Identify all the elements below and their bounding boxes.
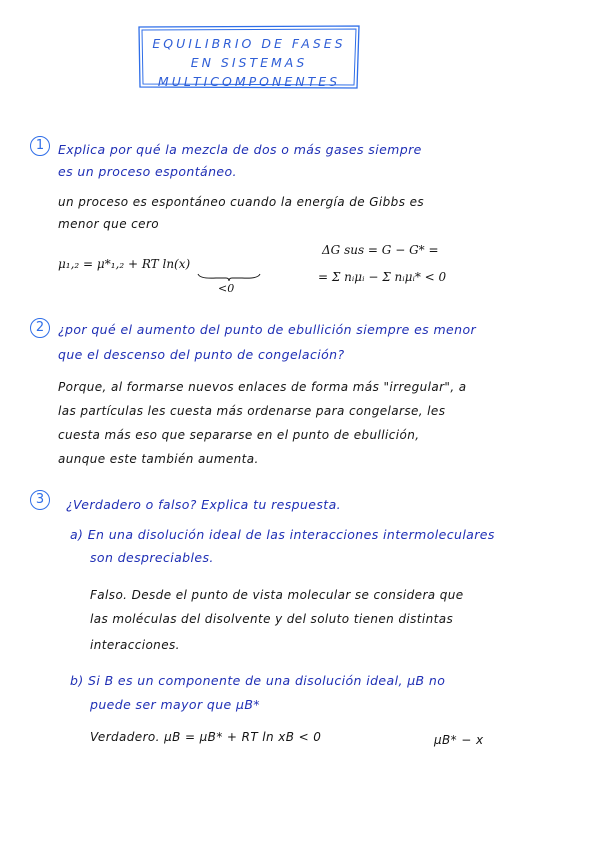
q3a-question-line-1: a) En una disolución ideal de las interacciones intermoleculares — [70, 527, 495, 542]
q2-question-line-2: que el descenso del punto de congelación? — [58, 347, 345, 362]
title-box — [136, 24, 362, 90]
question-number-1: 1 — [30, 136, 50, 156]
q2-question-line-1: ¿por qué el aumento del punto de ebullición siempre es menor — [58, 322, 477, 337]
q3b-question-line-1: b) Si B es un componente de una disolución ideal, μB no — [70, 673, 446, 688]
q1-underbrace — [196, 272, 262, 282]
q3b-answer-extra: μB* − x — [434, 733, 484, 747]
q3a-question-line-2: son despreciables. — [90, 550, 214, 565]
title-text — [136, 34, 362, 91]
title-line-3: MULTICOMPONENTES — [157, 74, 341, 89]
title-line-2: EN SISTEMAS — [190, 55, 308, 70]
q1-formula-right-1: ΔG sus = G − G* = — [322, 243, 439, 257]
q2-answer-line-1: Porque, al formarse nuevos enlaces de forma más "irregular", a — [58, 380, 467, 394]
q1-formula-left-under: <0 — [218, 282, 235, 295]
q3a-answer-line-1: Falso. Desde el punto de vista molecular se considera que — [90, 588, 464, 602]
q1-answer-line-2: menor que cero — [58, 217, 160, 231]
q3a-answer-line-2: las moléculas del disolvente y del soluto tienen distintas — [90, 612, 454, 626]
q3b-answer: Verdadero. μB = μB* + RT ln xB < 0 — [90, 730, 322, 744]
q3a-answer-line-3: interacciones. — [90, 638, 180, 652]
title-line-1: EQUILIBRIO DE FASES — [152, 36, 346, 51]
q2-answer-line-3: cuesta más eso que separarse en el punto de ebullición, — [58, 428, 420, 442]
q2-answer-line-4: aunque este también aumenta. — [58, 452, 259, 466]
question-number-2: 2 — [30, 318, 50, 338]
q1-question-line-2: es un proceso espontáneo. — [58, 164, 237, 179]
q3-question: ¿Verdadero o falso? Explica tu respuesta. — [66, 497, 341, 512]
q2-answer-line-2: las partículas les cuesta más ordenarse para congelarse, les — [58, 404, 446, 418]
question-number-3: 3 — [30, 490, 50, 510]
q1-formula-left: μ₁,₂ = μ*₁,₂ + RT ln(x) — [58, 257, 191, 271]
q1-answer-line-1: un proceso es espontáneo cuando la energía de Gibbs es — [58, 195, 425, 209]
q3b-question-line-2: puede ser mayor que μB* — [90, 697, 260, 712]
q1-formula-right-2: = Σ nᵢμᵢ − Σ nᵢμᵢ* < 0 — [318, 270, 447, 284]
q1-question-line-1: Explica por qué la mezcla de dos o más gases siempre — [58, 142, 422, 157]
